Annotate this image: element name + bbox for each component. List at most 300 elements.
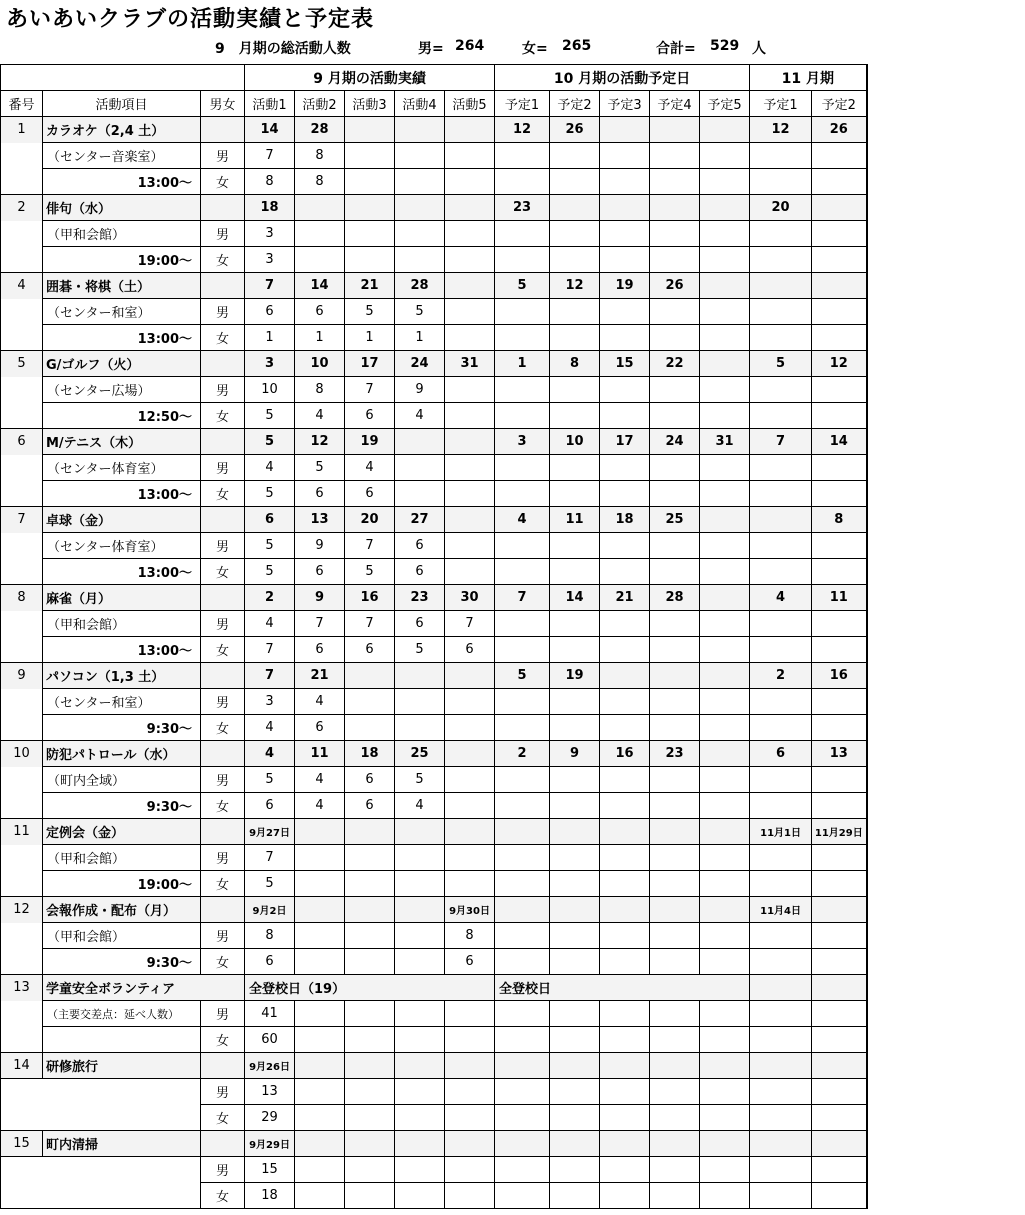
empty-cell (750, 403, 812, 429)
male-count (395, 689, 445, 715)
empty-cell (650, 1027, 700, 1053)
activity-no: 15 (1, 1131, 43, 1157)
empty-cell (495, 247, 550, 273)
activity-row (1, 195, 867, 221)
female-count: 5 (245, 481, 295, 507)
empty-cell (445, 1105, 495, 1131)
female-count: 3 (245, 247, 295, 273)
male-count: 9 (395, 377, 445, 403)
empty-cell (550, 169, 600, 195)
empty-cell (812, 793, 867, 819)
gender-female: 女 (201, 871, 245, 897)
empty-cell (700, 325, 750, 351)
empty-cell (495, 377, 550, 403)
male-count: 6 (345, 767, 395, 793)
empty-cell (750, 1183, 812, 1209)
empty-cell (650, 1157, 700, 1183)
empty-cell (550, 1053, 600, 1079)
oct-date (700, 585, 750, 611)
empty-cell (495, 559, 550, 585)
empty-cell (395, 1079, 445, 1105)
activity-row (1, 507, 867, 533)
male-count: 7 (295, 611, 345, 637)
empty-cell (600, 533, 650, 559)
male-count (395, 455, 445, 481)
empty-cell (550, 793, 600, 819)
oct-date (700, 741, 750, 767)
empty-cell (700, 1131, 750, 1157)
empty-cell (600, 481, 650, 507)
male-count: 8 (295, 143, 345, 169)
nov-date: 14 (812, 429, 867, 455)
oct-date: 31 (700, 429, 750, 455)
empty-cell (495, 637, 550, 663)
activity-place: （センター和室） (43, 689, 201, 715)
sep-date: 23 (395, 585, 445, 611)
empty-cell (495, 1157, 550, 1183)
activity-female-row (1, 715, 867, 741)
female-count: 6 (295, 715, 345, 741)
oct-date: 26 (650, 273, 700, 299)
event-spacer (1, 1105, 201, 1131)
activity-female-row (1, 481, 867, 507)
empty-cell (650, 1079, 700, 1105)
oct-date: 7 (495, 585, 550, 611)
sep-date (395, 429, 445, 455)
empty-cell (750, 247, 812, 273)
activity-no: 6 (1, 429, 43, 455)
male-count (295, 923, 345, 949)
empty-cell (650, 143, 700, 169)
empty-cell (700, 1157, 750, 1183)
male-count: 7 (345, 377, 395, 403)
gender-cell (201, 897, 245, 923)
empty-cell (650, 377, 700, 403)
activity-row (1, 585, 867, 611)
activity-name: 防犯パトロール（水） (43, 741, 201, 767)
event-male-row (1, 1157, 867, 1183)
female-count: 8 (245, 169, 295, 195)
empty-cell (495, 221, 550, 247)
empty-cell (750, 533, 812, 559)
female-count (345, 715, 395, 741)
empty-cell (495, 767, 550, 793)
empty-cell (650, 169, 700, 195)
empty-cell (550, 533, 600, 559)
empty-cell (650, 845, 700, 871)
oct-date: 17 (600, 429, 650, 455)
empty-cell (43, 1027, 201, 1053)
empty-cell (550, 611, 600, 637)
activity-female-row (1, 559, 867, 585)
male-count: 5 (245, 767, 295, 793)
empty-cell (395, 1131, 445, 1157)
col-header-sep-4: 活動4 (395, 91, 445, 117)
empty-cell (600, 325, 650, 351)
oct-date: 23 (650, 741, 700, 767)
col-header-sep-1: 活動1 (245, 91, 295, 117)
sep-date (295, 195, 345, 221)
empty-cell (650, 403, 700, 429)
female-count (445, 871, 495, 897)
oct-date: 12 (550, 273, 600, 299)
empty-cell (600, 1157, 650, 1183)
col-header-nov-2: 予定2 (812, 91, 867, 117)
empty-cell (650, 1105, 700, 1131)
empty-cell (495, 1027, 550, 1053)
male-count: 5 (395, 299, 445, 325)
activity-name: 会報作成・配布（月） (43, 897, 201, 923)
male-count: 8 (445, 923, 495, 949)
empty-cell (812, 637, 867, 663)
empty-cell (495, 923, 550, 949)
gender-cell (201, 273, 245, 299)
empty-cell (395, 1027, 445, 1053)
empty-cell (750, 559, 812, 585)
empty-cell (812, 611, 867, 637)
oct-date (650, 897, 700, 923)
empty-cell (812, 689, 867, 715)
event-row (1, 1131, 867, 1157)
activity-no-spacer (1, 143, 43, 169)
activity-female-row (1, 325, 867, 351)
female-count: 6 (245, 949, 295, 975)
empty-cell (495, 1105, 550, 1131)
sep-date (445, 429, 495, 455)
male-count: 6 (395, 533, 445, 559)
sep-date (345, 195, 395, 221)
volunteer-note: （主要交差点：延べ人数） (43, 1001, 201, 1027)
empty-cell (812, 1157, 867, 1183)
sep-date: 25 (395, 741, 445, 767)
group-header-october: 10 月期の活動予定日 (495, 65, 750, 91)
activity-no: 9 (1, 663, 43, 689)
activity-name: G/ゴルフ（火） (43, 351, 201, 377)
activity-female-row (1, 871, 867, 897)
male-count: 3 (245, 221, 295, 247)
nov-date: 26 (812, 117, 867, 143)
empty-cell (700, 455, 750, 481)
empty-cell (295, 1105, 345, 1131)
activity-time: 19:00～ (43, 247, 201, 273)
empty-cell (495, 169, 550, 195)
empty-cell (700, 403, 750, 429)
empty-cell (600, 767, 650, 793)
col-header-oct-1: 予定1 (495, 91, 550, 117)
activity-no-spacer (1, 793, 43, 819)
gender-cell (201, 429, 245, 455)
female-count: 1 (295, 325, 345, 351)
activity-no-spacer (1, 403, 43, 429)
male-count (445, 377, 495, 403)
nov-date: 4 (750, 585, 812, 611)
sep-date: 28 (295, 117, 345, 143)
activity-name: 学童安全ボランティア (43, 975, 245, 1001)
empty-cell (550, 1079, 600, 1105)
nov-date: 8 (812, 507, 867, 533)
activity-no-spacer (1, 871, 43, 897)
empty-cell (812, 871, 867, 897)
empty-cell (445, 1001, 495, 1027)
empty-cell (600, 377, 650, 403)
activity-no-spacer (1, 325, 43, 351)
empty-cell (495, 689, 550, 715)
empty-cell (550, 299, 600, 325)
sep-date: 9 (295, 585, 345, 611)
empty-cell (650, 715, 700, 741)
empty-cell (700, 1183, 750, 1209)
sep-date: 30 (445, 585, 495, 611)
empty-cell (812, 1079, 867, 1105)
female-count: 1 (245, 325, 295, 351)
empty-cell (345, 1053, 395, 1079)
gender-male: 男 (201, 1001, 245, 1027)
empty-cell (395, 1157, 445, 1183)
female-count (395, 871, 445, 897)
female-count: 4 (245, 715, 295, 741)
male-count: 4 (345, 455, 395, 481)
gender-female: 女 (201, 1105, 245, 1131)
event-spacer (1, 1183, 201, 1209)
activity-table (0, 64, 868, 1209)
oct-date: 19 (600, 273, 650, 299)
empty-cell (295, 1157, 345, 1183)
activity-place: （センター体育室） (43, 455, 201, 481)
oct-date (650, 819, 700, 845)
empty-cell (650, 1053, 700, 1079)
empty-cell (700, 1001, 750, 1027)
sep-date (395, 897, 445, 923)
empty-cell (750, 767, 812, 793)
empty-cell (495, 325, 550, 351)
gender-cell (201, 507, 245, 533)
empty-cell (550, 559, 600, 585)
empty-cell (495, 1001, 550, 1027)
activity-time: 13:00～ (43, 481, 201, 507)
female-count: 18 (245, 1183, 295, 1209)
oct-date: 19 (550, 663, 600, 689)
activity-no-spacer (1, 923, 43, 949)
empty-cell (750, 377, 812, 403)
gender-female: 女 (201, 715, 245, 741)
male-count: 7 (345, 533, 395, 559)
empty-cell (700, 247, 750, 273)
gender-female: 女 (201, 481, 245, 507)
empty-cell (295, 1053, 345, 1079)
empty-cell (495, 455, 550, 481)
empty-cell (445, 1053, 495, 1079)
nov-empty (750, 975, 812, 1001)
female-count: 6 (345, 481, 395, 507)
activity-male-row (1, 299, 867, 325)
nov-date (812, 897, 867, 923)
nov-date: 11月1日 (750, 819, 812, 845)
empty-cell (700, 1079, 750, 1105)
summary-total: 529 (710, 38, 740, 54)
empty-cell (812, 481, 867, 507)
activity-place: （センター和室） (43, 299, 201, 325)
sep-date (295, 819, 345, 845)
activity-no: 1 (1, 117, 43, 143)
sep-date: 10 (295, 351, 345, 377)
empty-cell (495, 403, 550, 429)
female-count: 8 (295, 169, 345, 195)
gender-female: 女 (201, 793, 245, 819)
activity-place: （センター体育室） (43, 533, 201, 559)
male-count: 7 (245, 143, 295, 169)
activity-place: （甲和会館） (43, 845, 201, 871)
volunteer-male-row (1, 1001, 867, 1027)
female-count: 6 (295, 481, 345, 507)
male-count (445, 455, 495, 481)
empty-cell (495, 715, 550, 741)
activity-time: 9:30～ (43, 949, 201, 975)
empty-cell (495, 1131, 550, 1157)
empty-cell (395, 1105, 445, 1131)
empty-cell (750, 923, 812, 949)
empty-cell (445, 1157, 495, 1183)
sep-date (445, 195, 495, 221)
activity-name: 定例会（金） (43, 819, 201, 845)
nov-date: 2 (750, 663, 812, 689)
group-header-november: 11 月期 (750, 65, 867, 91)
activity-time: 9:30～ (43, 715, 201, 741)
empty-cell (495, 845, 550, 871)
summary-month-label: 9 月期の総活動人数 (215, 41, 351, 57)
empty-cell (700, 637, 750, 663)
activity-no: 14 (1, 1053, 43, 1079)
sep-date: 5 (245, 429, 295, 455)
empty-cell (750, 715, 812, 741)
empty-cell (700, 221, 750, 247)
female-count (295, 871, 345, 897)
male-count (445, 221, 495, 247)
empty-cell (650, 871, 700, 897)
activity-no: 2 (1, 195, 43, 221)
empty-cell (600, 559, 650, 585)
gender-male: 男 (201, 455, 245, 481)
male-count: 5 (245, 533, 295, 559)
activity-time: 13:00～ (43, 637, 201, 663)
activity-male-row (1, 611, 867, 637)
empty-cell (700, 689, 750, 715)
empty-cell (650, 247, 700, 273)
oct-date: 14 (550, 585, 600, 611)
event-date: 9月29日 (245, 1131, 295, 1157)
sep-date: 9月2日 (245, 897, 295, 923)
empty-cell (812, 845, 867, 871)
empty-cell (345, 1183, 395, 1209)
oct-date: 22 (650, 351, 700, 377)
gender-female: 女 (201, 1027, 245, 1053)
empty-cell (445, 1183, 495, 1209)
empty-cell (750, 143, 812, 169)
sep-date (395, 819, 445, 845)
empty-cell (495, 871, 550, 897)
activity-name: カラオケ（2,4 土） (43, 117, 201, 143)
sep-date: 17 (345, 351, 395, 377)
empty-cell (395, 1001, 445, 1027)
activity-no-spacer (1, 247, 43, 273)
activity-time: 12:50～ (43, 403, 201, 429)
sep-date: 9月27日 (245, 819, 295, 845)
empty-cell (495, 1079, 550, 1105)
female-count: 6 (295, 637, 345, 663)
empty-cell (650, 1131, 700, 1157)
oct-date (600, 663, 650, 689)
empty-cell (495, 481, 550, 507)
oct-date (495, 897, 550, 923)
empty-cell (550, 871, 600, 897)
activity-no-spacer (1, 533, 43, 559)
empty-cell (295, 1001, 345, 1027)
sep-date (295, 897, 345, 923)
oct-date (495, 819, 550, 845)
gender-female: 女 (201, 325, 245, 351)
empty-cell (812, 455, 867, 481)
empty-cell (550, 767, 600, 793)
empty-cell (395, 1053, 445, 1079)
activity-name: パソコン（1,3 土） (43, 663, 201, 689)
female-count: 6 (295, 559, 345, 585)
col-header-nov-1: 予定1 (750, 91, 812, 117)
oct-date (600, 897, 650, 923)
female-count: 6 (445, 637, 495, 663)
oct-date: 26 (550, 117, 600, 143)
male-count: 5 (295, 455, 345, 481)
gender-male: 男 (201, 1157, 245, 1183)
col-header-oct-2: 予定2 (550, 91, 600, 117)
col-header-no: 番号 (1, 91, 43, 117)
female-count: 60 (245, 1027, 295, 1053)
empty-cell (600, 1001, 650, 1027)
male-count: 8 (245, 923, 295, 949)
gender-male: 男 (201, 767, 245, 793)
activity-no: 8 (1, 585, 43, 611)
empty-cell (750, 1001, 812, 1027)
male-count (345, 845, 395, 871)
activity-no-spacer (1, 455, 43, 481)
empty-cell (295, 1183, 345, 1209)
empty-cell (600, 949, 650, 975)
empty-cell (600, 845, 650, 871)
activity-row (1, 819, 867, 845)
summary-male-label: 男= (418, 41, 444, 57)
male-count: 4 (245, 611, 295, 637)
empty-cell (600, 689, 650, 715)
sep-date (445, 819, 495, 845)
activity-no-spacer (1, 221, 43, 247)
empty-cell (345, 1105, 395, 1131)
sep-date (395, 195, 445, 221)
sep-date: 13 (295, 507, 345, 533)
male-count: 15 (245, 1157, 295, 1183)
empty-cell (700, 299, 750, 325)
nov-date: 7 (750, 429, 812, 455)
nov-date: 12 (812, 351, 867, 377)
empty-cell (650, 325, 700, 351)
empty-cell (750, 1131, 812, 1157)
oct-date: 5 (495, 663, 550, 689)
male-count: 9 (295, 533, 345, 559)
oct-date: 5 (495, 273, 550, 299)
female-count (295, 949, 345, 975)
empty-cell (650, 455, 700, 481)
empty-cell (650, 949, 700, 975)
group-header-september: 9 月期の活動実績 (245, 65, 495, 91)
sep-date: 4 (245, 741, 295, 767)
female-count (445, 169, 495, 195)
